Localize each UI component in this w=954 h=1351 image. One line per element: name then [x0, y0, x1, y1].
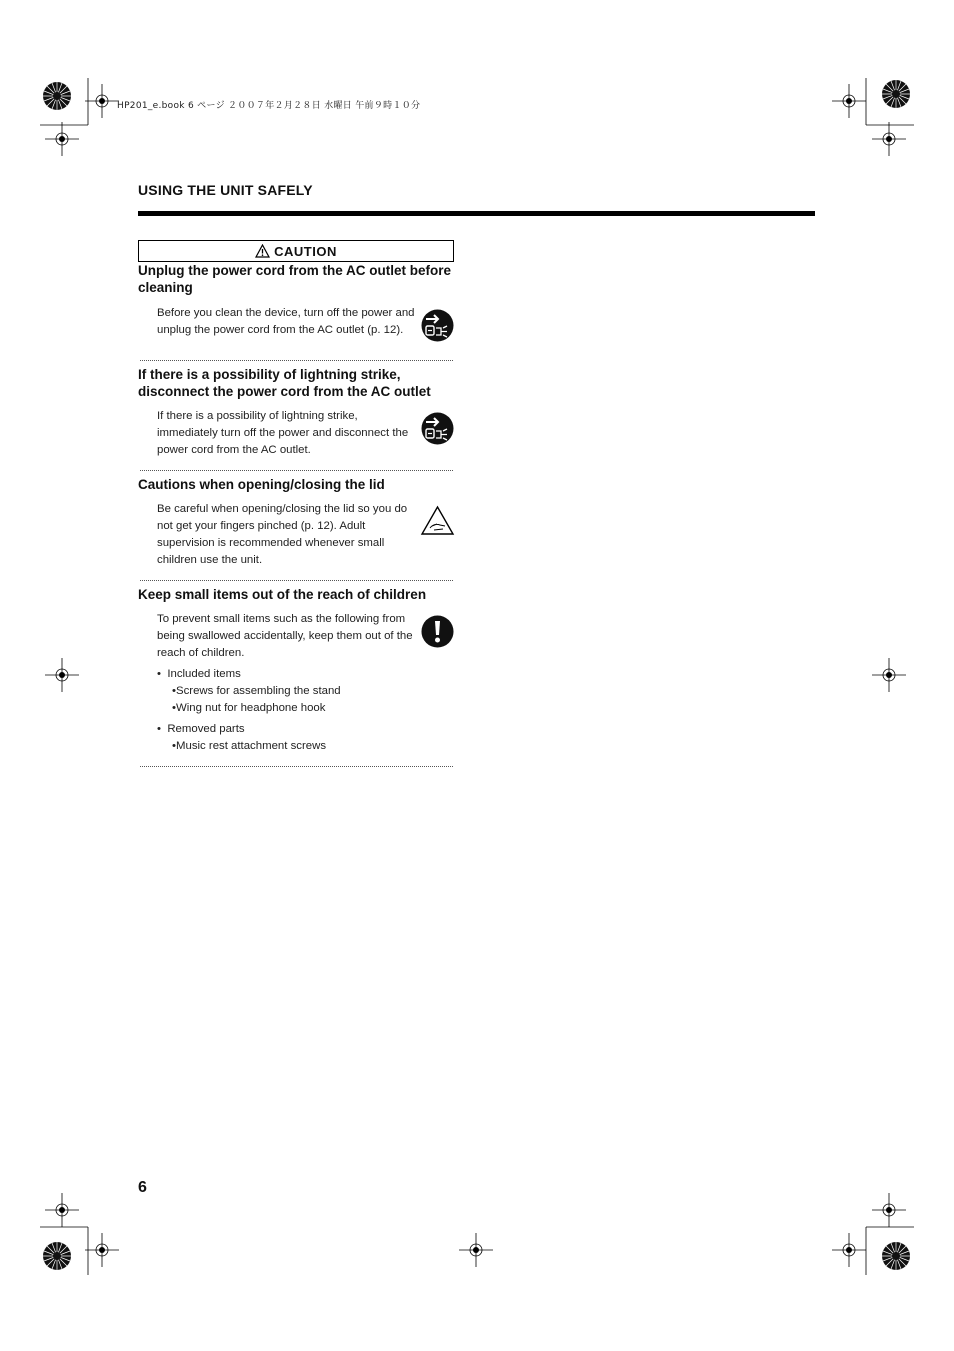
item-4-heading: [138, 586, 454, 603]
item-2-body: [157, 408, 422, 459]
item-4-body: [157, 611, 422, 662]
list-item: • Included items: [157, 668, 241, 680]
body-line: unplug the power cord from the AC outlet (p. 12).: [157, 324, 404, 336]
item-3-body: [157, 501, 422, 569]
heading-line: Keep small items out of the reach of children: [138, 587, 427, 602]
body-line: If there is a possibility of lightning strike,: [157, 410, 358, 422]
body-line: immediately turn off the power and disconnect the: [157, 427, 409, 439]
sub-list-item: •Music rest attachment screws: [172, 740, 327, 752]
unplug-icon: [421, 412, 454, 445]
heading-line: Unplug the power cord from the AC outlet before: [138, 263, 451, 278]
separator: [140, 580, 453, 581]
unplug-icon: [421, 309, 454, 342]
sub-list-item: •Wing nut for headphone hook: [172, 702, 326, 714]
body-line: reach of children.: [157, 647, 245, 659]
heading-line: Cautions when opening/closing the lid: [138, 477, 385, 492]
body-line: being swallowed accidentally, keep them out of the: [157, 630, 413, 642]
body-line: not get your fingers pinched (p. 12). Adult: [157, 520, 366, 532]
body-line: supervision is recommended whenever small: [157, 537, 385, 549]
list-item-label: Removed parts: [167, 723, 245, 735]
sub-list-item-label: Music rest attachment screws: [176, 740, 327, 752]
sub-list-item-label: Wing nut for headphone hook: [176, 702, 326, 714]
list-item: • Removed parts: [157, 723, 245, 735]
item-1-body: [157, 305, 422, 339]
item-2-heading: [138, 366, 454, 400]
section-title: USING THE UNIT SAFELY: [138, 182, 313, 198]
body-line: Be careful when opening/closing the lid so you do: [157, 503, 408, 515]
sub-list-item-label: Screws for assembling the stand: [176, 685, 341, 697]
exclamation-icon: [421, 615, 454, 648]
heading-line: disconnect the power cord from the AC outlet: [138, 384, 431, 399]
item-1-heading: [138, 262, 454, 296]
separator: [140, 470, 453, 471]
page-number: 6: [138, 1179, 147, 1196]
warning-triangle-icon: [255, 244, 270, 258]
heading-line: cleaning: [138, 280, 193, 295]
print-header: HP201_e.book 6 ページ ２００７年２月２８日 水曜日 午前９時１０分: [117, 101, 421, 111]
sub-list-item: •Screws for assembling the stand: [172, 685, 341, 697]
body-line: Before you clean the device, turn off the power and: [157, 307, 415, 319]
body-line: To prevent small items such as the following from: [157, 613, 406, 625]
item-3-heading: [138, 476, 454, 493]
caution-label: CAUTION: [274, 243, 337, 259]
list-item-label: Included items: [167, 668, 241, 680]
title-rule: [138, 211, 815, 216]
body-line: power cord from the AC outlet.: [157, 444, 311, 456]
caution-banner: [138, 240, 454, 262]
separator: [140, 766, 453, 767]
small-items-list: [157, 666, 427, 755]
heading-line: If there is a possibility of lightning strike,: [138, 367, 401, 382]
separator: [140, 360, 453, 361]
body-line: children use the unit.: [157, 554, 263, 566]
pinch-hazard-icon: [420, 505, 455, 536]
